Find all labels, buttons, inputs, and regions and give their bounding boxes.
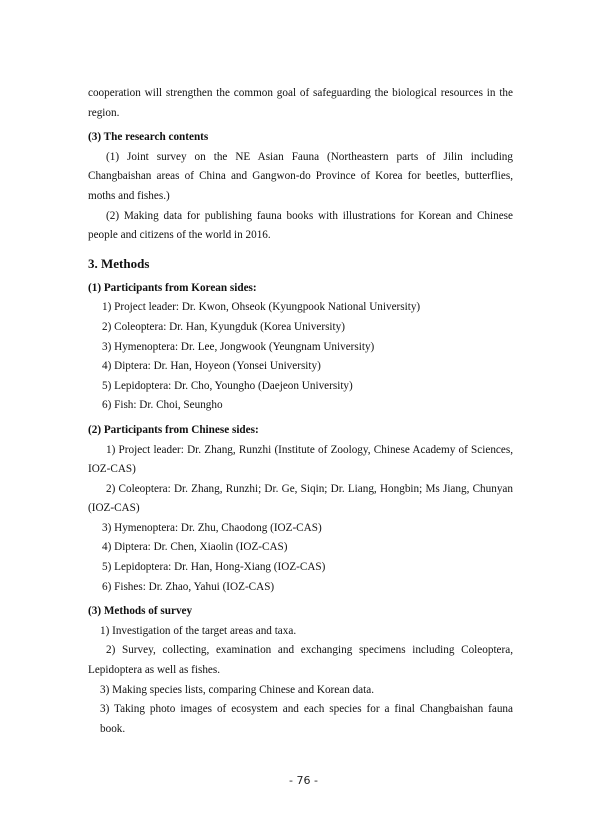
survey-method-2: 2) Survey, collecting, examination and exchanging specimens including Coleoptera, Lepidoptera as well as fishes. (88, 644, 513, 677)
korean-participant-1: 1) Project leader: Dr. Kwon, Ohseok (Kyungpook National University) (102, 301, 421, 314)
chinese-participants-heading: (2) Participants from Chinese sides: (88, 423, 259, 436)
chinese-participant-6: 6) Fishes: Dr. Zhao, Yahui (IOZ-CAS) (102, 580, 275, 593)
korean-participant-4: 4) Diptera: Dr. Han, Hoyeon (Yonsei University) (102, 360, 321, 373)
survey-method-1: 1) Investigation of the target areas and taxa. (100, 624, 297, 637)
research-contents-heading: (3) The research contents (88, 131, 209, 144)
survey-methods-heading: (3) Methods of survey (88, 605, 193, 618)
chinese-participant-1: 1) Project leader: Dr. Zhang, Runzhi (Institute of Zoology, Chinese Academy of Sciences, IOZ-CAS) (88, 443, 513, 476)
research-contents-item-2: (2) Making data for publishing fauna books with illustrations for Korean and Chinese people and citizens of the world in 2016. (88, 209, 513, 242)
survey-method-4: 3) Taking photo images of ecosystem and each species for a final Changbaishan fauna book. (100, 703, 513, 735)
methods-heading: 3. Methods (88, 255, 150, 271)
korean-participant-2: 2) Coleoptera: Dr. Han, Kyungduk (Korea University) (102, 320, 345, 333)
page-number: - 76 - (289, 774, 318, 787)
chinese-participant-4: 4) Diptera: Dr. Chen, Xiaolin (IOZ-CAS) (102, 541, 288, 554)
korean-participant-5: 5) Lepidoptera: Dr. Cho, Youngho (Daejeon University) (102, 379, 353, 392)
korean-participant-3: 3) Hymenoptera: Dr. Lee, Jongwook (Yeungnam University) (102, 340, 375, 353)
document-page (88, 84, 513, 739)
korean-participant-6: 6) Fish: Dr. Choi, Seungho (102, 399, 223, 412)
korean-participants-heading: (1) Participants from Korean sides: (88, 281, 257, 294)
intro-paragraph: cooperation will strengthen the common goal of safeguarding the biological resources in the region. (88, 87, 513, 119)
chinese-participant-2: 2) Coleoptera: Dr. Zhang, Runzhi; Dr. Ge, Siqin; Dr. Liang, Hongbin; Ms Jiang, Chunyan (IOZ-CAS) (88, 482, 513, 515)
research-contents-item-1: (1) Joint survey on the NE Asian Fauna (Northeastern parts of Jilin including Changbaishan areas of China and Gangwon-do Province of Korea for beetles, butterflies, moths and fishes.) (88, 150, 513, 202)
chinese-participant-5: 5) Lepidoptera: Dr. Han, Hong-Xiang (IOZ-CAS) (102, 561, 326, 574)
chinese-participant-3: 3) Hymenoptera: Dr. Zhu, Chaodong (IOZ-CAS) (102, 521, 322, 534)
survey-method-3: 3) Making species lists, comparing Chinese and Korean data. (100, 683, 375, 696)
